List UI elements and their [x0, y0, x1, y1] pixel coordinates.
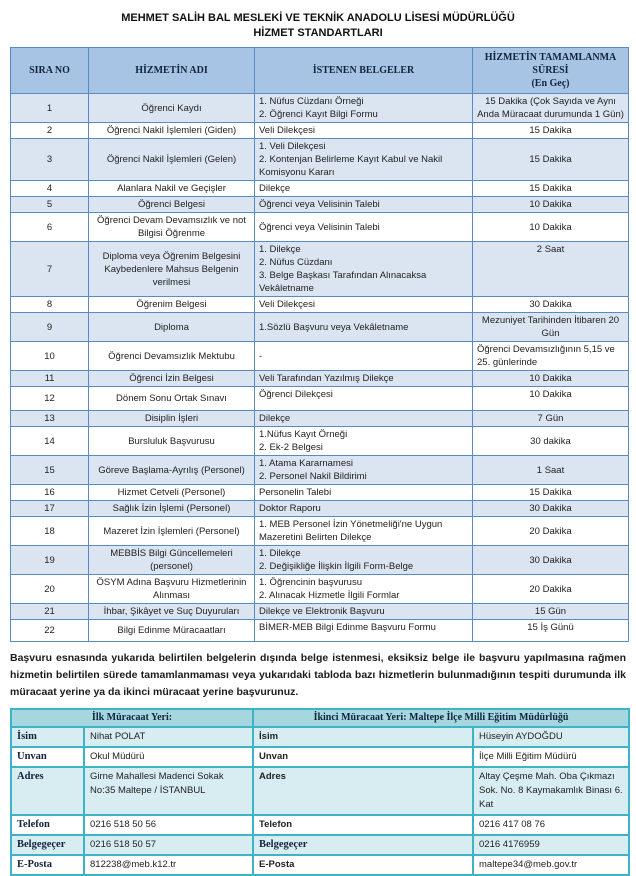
contact-table	[10, 708, 630, 876]
cell-duration: 10 Dakika	[473, 387, 629, 411]
cell-duration: 15 Gün	[473, 604, 629, 620]
cell-contact-value-left: 0216 518 50 57	[84, 835, 253, 855]
cell-duration: 7 Gün	[473, 411, 629, 427]
cell-service-name: Öğrenim Belgesi	[89, 297, 255, 313]
cell-service-name: Göreve Başlama-Ayrılış (Personel)	[89, 456, 255, 485]
cell-service-name: MEBBİS Bilgi Güncellemeleri (personel)	[89, 546, 255, 575]
table-row	[11, 604, 629, 620]
contact-row	[11, 815, 629, 835]
cell-documents	[255, 485, 473, 501]
document-line: Veli Dilekçesi	[259, 125, 315, 136]
document-line: 2. Kontenjan Belirleme Kayıt Kabul ve Nakil Komisyonu Kararı	[259, 154, 443, 178]
cell-sira-no: 4	[11, 181, 89, 197]
document-line: Personelin Talebi	[259, 487, 332, 498]
cell-duration: 15 İş Günü	[473, 620, 629, 642]
cell-contact-value-right: 0216 4176959	[473, 835, 629, 855]
cell-documents	[255, 197, 473, 213]
cell-sira-no: 16	[11, 485, 89, 501]
application-note: Başvuru esnasında yukarıda belirtilen belgelerin dışında belge istenmesi, eksiksiz belge ile başvuru yapılmasına rağmen hizmetin belirtilen sürede tamamlanmaması veya yukarıdaki tabloda bazı hizmetlerin bulunmadığının tespiti durumunda ilk müracaat yerine ya da ikinci müracaat yerine başvurunuz.	[10, 652, 626, 698]
contact-row	[11, 767, 629, 815]
cell-documents	[255, 604, 473, 620]
cell-duration: 10 Dakika	[473, 213, 629, 242]
cell-sira-no: 3	[11, 139, 89, 181]
cell-service-name: Hizmet Cetveli (Personel)	[89, 485, 255, 501]
table-row	[11, 297, 629, 313]
cell-service-name: Öğrenci Kaydı	[89, 94, 255, 123]
cell-documents	[255, 620, 473, 642]
cell-duration: 1 Saat	[473, 456, 629, 485]
cell-duration: 15 Dakika (Çok Sayıda ve Aynı Anda Müracaat durumunda 1 Gün)	[473, 94, 629, 123]
cell-sira-no: 22	[11, 620, 89, 642]
cell-contact-label-left: Telefon	[11, 815, 84, 835]
cell-contact-value-right: İlçe Milli Eğitim Müdürü	[473, 747, 629, 767]
cell-contact-value-left: Nihat POLAT	[84, 727, 253, 747]
cell-contact-value-left: 0216 518 50 56	[84, 815, 253, 835]
document-line: Öğrenci Dilekçesi	[259, 389, 333, 400]
cell-sira-no: 9	[11, 313, 89, 342]
table-row	[11, 485, 629, 501]
document-line: Öğrenci veya Velisinin Talebi	[259, 199, 380, 210]
cell-contact-label-left: İsim	[11, 727, 84, 747]
cell-service-name: Öğrenci Devamsızlık Mektubu	[89, 342, 255, 371]
cell-contact-value-left: Okul Müdürü	[84, 747, 253, 767]
document-line: 1.Sözlü Başvuru veya Vekâletname	[259, 321, 409, 333]
table-row	[11, 139, 629, 181]
contact-row	[11, 855, 629, 875]
cell-documents	[255, 517, 473, 546]
document-line: 2. Değişikliğe İlişkin İlgili Form-Belge	[259, 561, 414, 572]
document-line: 1. MEB Personel İzin Yönetmeliği'ne Uygun Mazeretini Belirten Dilekçe	[259, 519, 443, 543]
document-line: 2. Öğrenci Kayıt Bilgi Formu	[259, 109, 378, 120]
document-line: 2. Personel Nakil Bildirimi	[259, 471, 367, 482]
document-title-line2: HİZMET STANDARTLARI	[253, 27, 383, 39]
table-row	[11, 123, 629, 139]
cell-documents	[255, 456, 473, 485]
cell-documents	[255, 342, 473, 371]
cell-sira-no: 10	[11, 342, 89, 371]
document-line: Veli Tarafından Yazılmış Dilekçe	[259, 373, 394, 384]
document-line: 1. Atama Kararnamesi	[259, 458, 353, 469]
document-line: 2. Ek-2 Belgesi	[259, 442, 323, 453]
cell-documents	[255, 181, 473, 197]
cell-service-name: Diploma veya Öğrenim Belgesini Kaybedenlere Mahsus Belgenin verilmesi	[89, 242, 255, 297]
cell-documents	[255, 139, 473, 181]
cell-sira-no: 8	[11, 297, 89, 313]
table-row	[11, 371, 629, 387]
cell-sira-no: 15	[11, 456, 89, 485]
document-line: -	[259, 350, 263, 362]
cell-duration: 15 Dakika	[473, 485, 629, 501]
table-row	[11, 456, 629, 485]
document-line: Öğrenci veya Velisinin Talebi	[259, 221, 380, 233]
cell-service-name: Öğrenci Devam Devamsızlık ve not Bilgisi Öğrenme	[89, 213, 255, 242]
cell-contact-value-left: Girne Mahallesi Madenci Sokak No:35 Maltepe / İSTANBUL	[84, 767, 253, 815]
cell-service-name: Dönem Sonu Ortak Sınavı	[89, 387, 255, 411]
cell-duration: 30 Dakika	[473, 501, 629, 517]
service-table-header-row	[11, 48, 629, 94]
contact-row	[11, 835, 629, 855]
table-row	[11, 411, 629, 427]
cell-service-name: Disiplin İşleri	[89, 411, 255, 427]
header-hizmetin-adi: HİZMETİN ADI	[89, 48, 255, 94]
table-row	[11, 387, 629, 411]
document-line: Veli Dilekçesi	[259, 299, 315, 310]
cell-documents	[255, 411, 473, 427]
cell-duration: 30 Dakika	[473, 546, 629, 575]
cell-duration: 20 Dakika	[473, 575, 629, 604]
service-table-body	[11, 94, 629, 642]
cell-contact-value-right: 0216 417 08 76	[473, 815, 629, 835]
cell-contact-label-right: Adres	[253, 767, 473, 815]
header-ikinci-muracaat: İkinci Müracaat Yeri: Maltepe İlçe Milli Eğitim Müdürlüğü	[253, 709, 629, 727]
table-row	[11, 342, 629, 371]
cell-sira-no: 20	[11, 575, 89, 604]
header-istenen-belgeler: İSTENEN BELGELER	[255, 48, 473, 94]
cell-documents	[255, 123, 473, 139]
cell-service-name: İhbar, Şikâyet ve Suç Duyuruları	[89, 604, 255, 620]
cell-documents	[255, 94, 473, 123]
document-line: Dilekçe	[259, 183, 291, 194]
cell-contact-value-right: Hüseyin AYDOĞDU	[473, 727, 629, 747]
table-row	[11, 517, 629, 546]
cell-sira-no: 1	[11, 94, 89, 123]
document-line: Dilekçe ve Elektronik Başvuru	[259, 606, 385, 617]
cell-sira-no: 2	[11, 123, 89, 139]
cell-contact-value-right: maltepe34@meb.gov.tr	[473, 855, 629, 875]
cell-service-name: Bilgi Edinme Müracaatları	[89, 620, 255, 642]
cell-service-name: Bursluluk Başvurusu	[89, 427, 255, 456]
cell-duration: 30 Dakika	[473, 297, 629, 313]
table-row	[11, 546, 629, 575]
cell-sira-no: 11	[11, 371, 89, 387]
table-row	[11, 181, 629, 197]
cell-service-name: Alanlara Nakil ve Geçişler	[89, 181, 255, 197]
cell-sira-no: 21	[11, 604, 89, 620]
cell-sira-no: 12	[11, 387, 89, 411]
document-title	[0, 0, 636, 41]
document-line: 1.Nüfus Kayıt Örneği	[259, 429, 348, 440]
cell-duration: 30 dakika	[473, 427, 629, 456]
cell-contact-label-right: Belgegeçer	[253, 835, 473, 855]
cell-documents	[255, 387, 473, 411]
cell-duration: 10 Dakika	[473, 371, 629, 387]
cell-service-name: Mazeret İzin İşlemleri (Personel)	[89, 517, 255, 546]
cell-service-name: Öğrenci Nakil İşlemleri (Gelen)	[89, 139, 255, 181]
cell-contact-label-right: İsim	[253, 727, 473, 747]
table-row	[11, 501, 629, 517]
cell-documents	[255, 575, 473, 604]
contact-row	[11, 727, 629, 747]
cell-sira-no: 18	[11, 517, 89, 546]
cell-sira-no: 17	[11, 501, 89, 517]
cell-service-name: Sağlık İzin İşlemi (Personel)	[89, 501, 255, 517]
cell-contact-label-left: E-Posta	[11, 855, 84, 875]
cell-documents	[255, 546, 473, 575]
cell-documents	[255, 242, 473, 297]
cell-contact-label-right: Unvan	[253, 747, 473, 767]
cell-duration: 15 Dakika	[473, 123, 629, 139]
contact-table-header-row	[11, 709, 629, 727]
cell-documents	[255, 371, 473, 387]
service-standards-table	[10, 47, 629, 642]
document-line: 3. Belge Başkası Tarafından Alınacaksa Vekâletname	[259, 270, 427, 294]
table-row	[11, 213, 629, 242]
cell-sira-no: 19	[11, 546, 89, 575]
cell-duration: Mezuniyet Tarihinden İtibaren 20 Gün	[473, 313, 629, 342]
cell-documents	[255, 313, 473, 342]
document-line: Dilekçe	[259, 413, 291, 424]
document-line: Doktor Raporu	[259, 503, 321, 514]
cell-contact-label-left: Belgegeçer	[11, 835, 84, 855]
cell-documents	[255, 297, 473, 313]
document-line: 1. Dilekçe	[259, 548, 301, 559]
cell-sira-no: 5	[11, 197, 89, 213]
contact-table-body	[11, 727, 629, 875]
document-line: 2. Alınacak Hizmetle İlgili Formlar	[259, 590, 400, 601]
table-row	[11, 94, 629, 123]
cell-contact-label-right: E-Posta	[253, 855, 473, 875]
cell-contact-value-right: Altay Çeşme Mah. Oba Çıkmazı Sok. No. 8 Kaymakamlık Binası 6. Kat	[473, 767, 629, 815]
cell-service-name: Diploma	[89, 313, 255, 342]
header-sira-no: SIRA NO	[11, 48, 89, 94]
cell-duration: 10 Dakika	[473, 197, 629, 213]
cell-sira-no: 6	[11, 213, 89, 242]
header-ilk-muracaat: İlk Müracaat Yeri:	[11, 709, 253, 727]
cell-sira-no: 13	[11, 411, 89, 427]
cell-duration: 15 Dakika	[473, 139, 629, 181]
document-line: 1. Öğrencinin başvurusu	[259, 577, 362, 588]
document-line: 1. Veli Dilekçesi	[259, 141, 326, 152]
table-row	[11, 313, 629, 342]
header-tamamlanma-suresi-line1: HİZMETİN TAMAMLANMA SÜRESİ	[484, 52, 617, 76]
cell-sira-no: 14	[11, 427, 89, 456]
cell-service-name: Öğrenci Belgesi	[89, 197, 255, 213]
table-row	[11, 427, 629, 456]
cell-service-name: Öğrenci İzin Belgesi	[89, 371, 255, 387]
document-title-line1: MEHMET SALİH BAL MESLEKİ VE TEKNİK ANADOLU LİSESİ MÜDÜRLÜĞÜ	[121, 12, 515, 24]
cell-documents	[255, 213, 473, 242]
cell-contact-label-right: Telefon	[253, 815, 473, 835]
cell-contact-label-left: Unvan	[11, 747, 84, 767]
cell-duration: 20 Dakika	[473, 517, 629, 546]
cell-service-name: ÖSYM Adına Başvuru Hizmetlerinin Alınması	[89, 575, 255, 604]
cell-documents	[255, 501, 473, 517]
table-row	[11, 575, 629, 604]
document-line: 1. Nüfus Cüzdanı Örneği	[259, 96, 364, 107]
cell-duration: 15 Dakika	[473, 181, 629, 197]
document-line: 1. Dilekçe	[259, 244, 301, 255]
table-row	[11, 197, 629, 213]
document-line: 2. Nüfus Cüzdanı	[259, 257, 333, 268]
cell-contact-label-left: Adres	[11, 767, 84, 815]
cell-service-name: Öğrenci Nakil İşlemleri (Giden)	[89, 123, 255, 139]
cell-documents	[255, 427, 473, 456]
document-line: BİMER-MEB Bilgi Edinme Başvuru Formu	[259, 622, 436, 633]
cell-sira-no: 7	[11, 242, 89, 297]
table-row	[11, 620, 629, 642]
cell-duration: 2 Saat	[473, 242, 629, 297]
contact-row	[11, 747, 629, 767]
cell-contact-value-left: 812238@meb.k12.tr	[84, 855, 253, 875]
header-tamamlanma-suresi	[473, 48, 629, 94]
cell-duration: Öğrenci Devamsızlığının 5,15 ve 25. günlerinde	[473, 342, 629, 371]
table-row	[11, 242, 629, 297]
header-tamamlanma-suresi-line2: (En Geç)	[531, 78, 570, 89]
